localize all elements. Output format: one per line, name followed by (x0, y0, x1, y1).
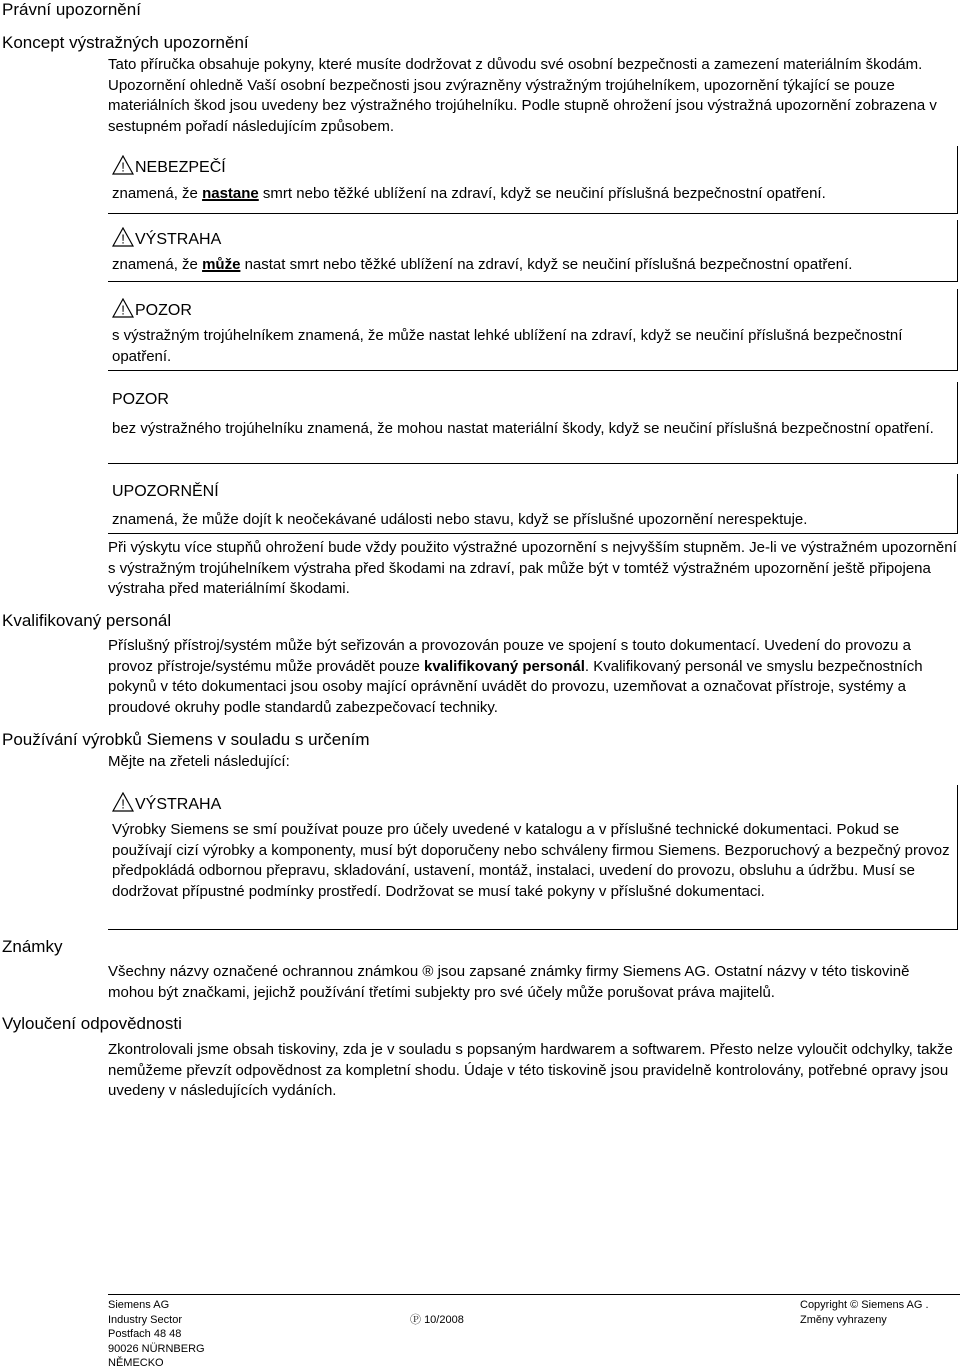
footer-copyright: Copyright © Siemens AG . Změny vyhrazeny (800, 1299, 929, 1326)
caution-triangle-label: POZOR (135, 302, 192, 319)
notice-label: UPOZORNĚNÍ (112, 483, 219, 500)
section-heading-qualified: Kvalifikovaný personál (2, 611, 172, 630)
notice-box (108, 474, 958, 534)
svg-text:!: ! (121, 231, 125, 247)
usage-warning-label: VÝSTRAHA (135, 796, 222, 813)
footer-date: Ⓟ 10/2008 (410, 1314, 464, 1326)
caution-label: POZOR (112, 391, 169, 408)
warning-label: VÝSTRAHA (135, 231, 222, 248)
section-heading-disclaimer: Vyloučení odpovědnosti (2, 1014, 182, 1033)
warning-triangle-icon (112, 155, 134, 175)
concept-intro: Tato příručka obsahuje pokyny, které musíte dodržovat z důvodu své osobní bezpečnosti a zamezení materiálním škodám. Upozornění ohledně Vaší osobní bezpečnosti jsou zvýrazněny výstražným trojúhelníkem, upozornění týkající se pouze materiálních škod jsou uvedeny bez výstražného trojúhelníku. Podle stupně ohrožení jsou výstražná upozornění zobrazena v sestupném pořadí následujícím způsobem. (108, 56, 937, 135)
caution-box (108, 382, 958, 464)
section-heading-concept: Koncept výstražných upozornění (2, 33, 249, 52)
warning-emphasis: může (202, 256, 241, 273)
warning-title (112, 227, 221, 249)
svg-text:!: ! (121, 159, 125, 175)
warning-triangle-icon (112, 298, 134, 318)
caution-triangle-title (112, 298, 192, 320)
notice-text: znamená, že může dojít k neočekávané události nebo stavu, když se příslušné upozornění nerespektuje. (112, 511, 808, 528)
page-title: Právní upozornění (2, 0, 141, 19)
warning-box (108, 220, 958, 282)
danger-box (108, 146, 958, 214)
copyright-p-icon: Ⓟ (410, 1314, 421, 1326)
svg-text:!: ! (121, 796, 125, 812)
usage-warning-text: Výrobky Siemens se smí používat pouze pro účely uvedené v katalogu a v příslušné technické dokumentaci. Pokud se používají cizí výrobky a komponenty, musí být doporučeny nebo schváleny firmou Siemens. Bezporuchový a bezpečný provoz předpokládá odbornou přepravu, skladování, ustavení, montáž, instalaci, uvedení do provozu, obsluhu a údržbu. Musí se dodržovat přípustné podmínky prostředí. Dodržovat se musí také pokyny v příslušné dokumentaci. (112, 821, 950, 900)
caution-triangle-box (108, 289, 958, 371)
usage-warning-box (108, 785, 958, 930)
svg-text:!: ! (121, 302, 125, 318)
qualified-text: Příslušný přístroj/systém může být seřizován a provozován pouze ve spojení s touto dokumentací. Uvedení do provozu a provoz přístroje/systému může provádět pouze kvalifikovaný personál. Kvalifikovaný personál ve smyslu bezpečnostních pokynů v této dokumentaci jsou osoby mající oprávnění uvádět do provozu, uzemňovat a označovat přístroje, systémy a proudové okruhy podle standardů zabezpečovací techniky. (108, 637, 923, 716)
danger-emphasis: nastane (202, 185, 259, 202)
danger-label: NEBEZPEČÍ (135, 159, 226, 176)
warning-triangle-icon (112, 227, 134, 247)
trademarks-text: Všechny názvy označené ochrannou známkou ® jsou zapsané známky firmy Siemens AG. Ostatní názvy v této tiskovině mohou být značkami, jejichž používání třetími subjekty pro své účely může porušovat práva majitelů. (108, 963, 910, 1001)
footer-divider (108, 1294, 960, 1295)
usage-intro: Mějte na zřeteli následující: (108, 753, 290, 770)
warning-triangle-icon (112, 792, 134, 812)
section-heading-trademarks: Známky (2, 937, 63, 956)
disclaimer-text: Zkontrolovali jsme obsah tiskoviny, zda je v souladu s popsaným hardwarem a softwarem. Přesto nelze vyloučit odchylky, takže nemůžeme převzít odpovědnost za kompletní shodu. Údaje v této tiskovině jsou pravidelně kontrolovány, potřebné opravy jsou uvedeny v následujících vydáních. (108, 1041, 953, 1100)
qualified-emphasis: kvalifikovaný personál (423, 657, 585, 675)
danger-title (112, 155, 226, 177)
footer-address: Siemens AG Industry Sector Postfach 48 48 90026 NÜRNBERG NĚMECKO (108, 1299, 205, 1370)
warning-text: znamená, že může nastat smrt nebo těžké ublížení na zdraví, když se neučiní příslušná bezpečnostní opatření. (112, 256, 853, 273)
danger-text: znamená, že nastane smrt nebo těžké ublížení na zdraví, když se neučiní příslušná bezpečnostní opatření. (112, 185, 826, 202)
caution-text: bez výstražného trojúhelníku znamená, že mohou nastat materiální škody, když se neučiní příslušná bezpečnostní opatření. (112, 420, 934, 437)
section-heading-usage: Používání výrobků Siemens v souladu s určením (2, 730, 370, 749)
usage-warning-title (112, 792, 221, 814)
caution-triangle-text: s výstražným trojúhelníkem znamená, že může nastat lehké ublížení na zdraví, když se neučiní příslušná bezpečnostní opatření. (112, 327, 903, 365)
concept-outro: Při výskytu více stupňů ohrožení bude vždy použito výstražné upozornění s nejvyšším stupněm. Je-li ve výstražném upozornění s výstražným trojúhelníkem výstraha před škodami na zdraví, pak může být v tomtéž výstražném upozornění ještě připojena výstraha před materiálnímí škodami. (108, 539, 957, 598)
